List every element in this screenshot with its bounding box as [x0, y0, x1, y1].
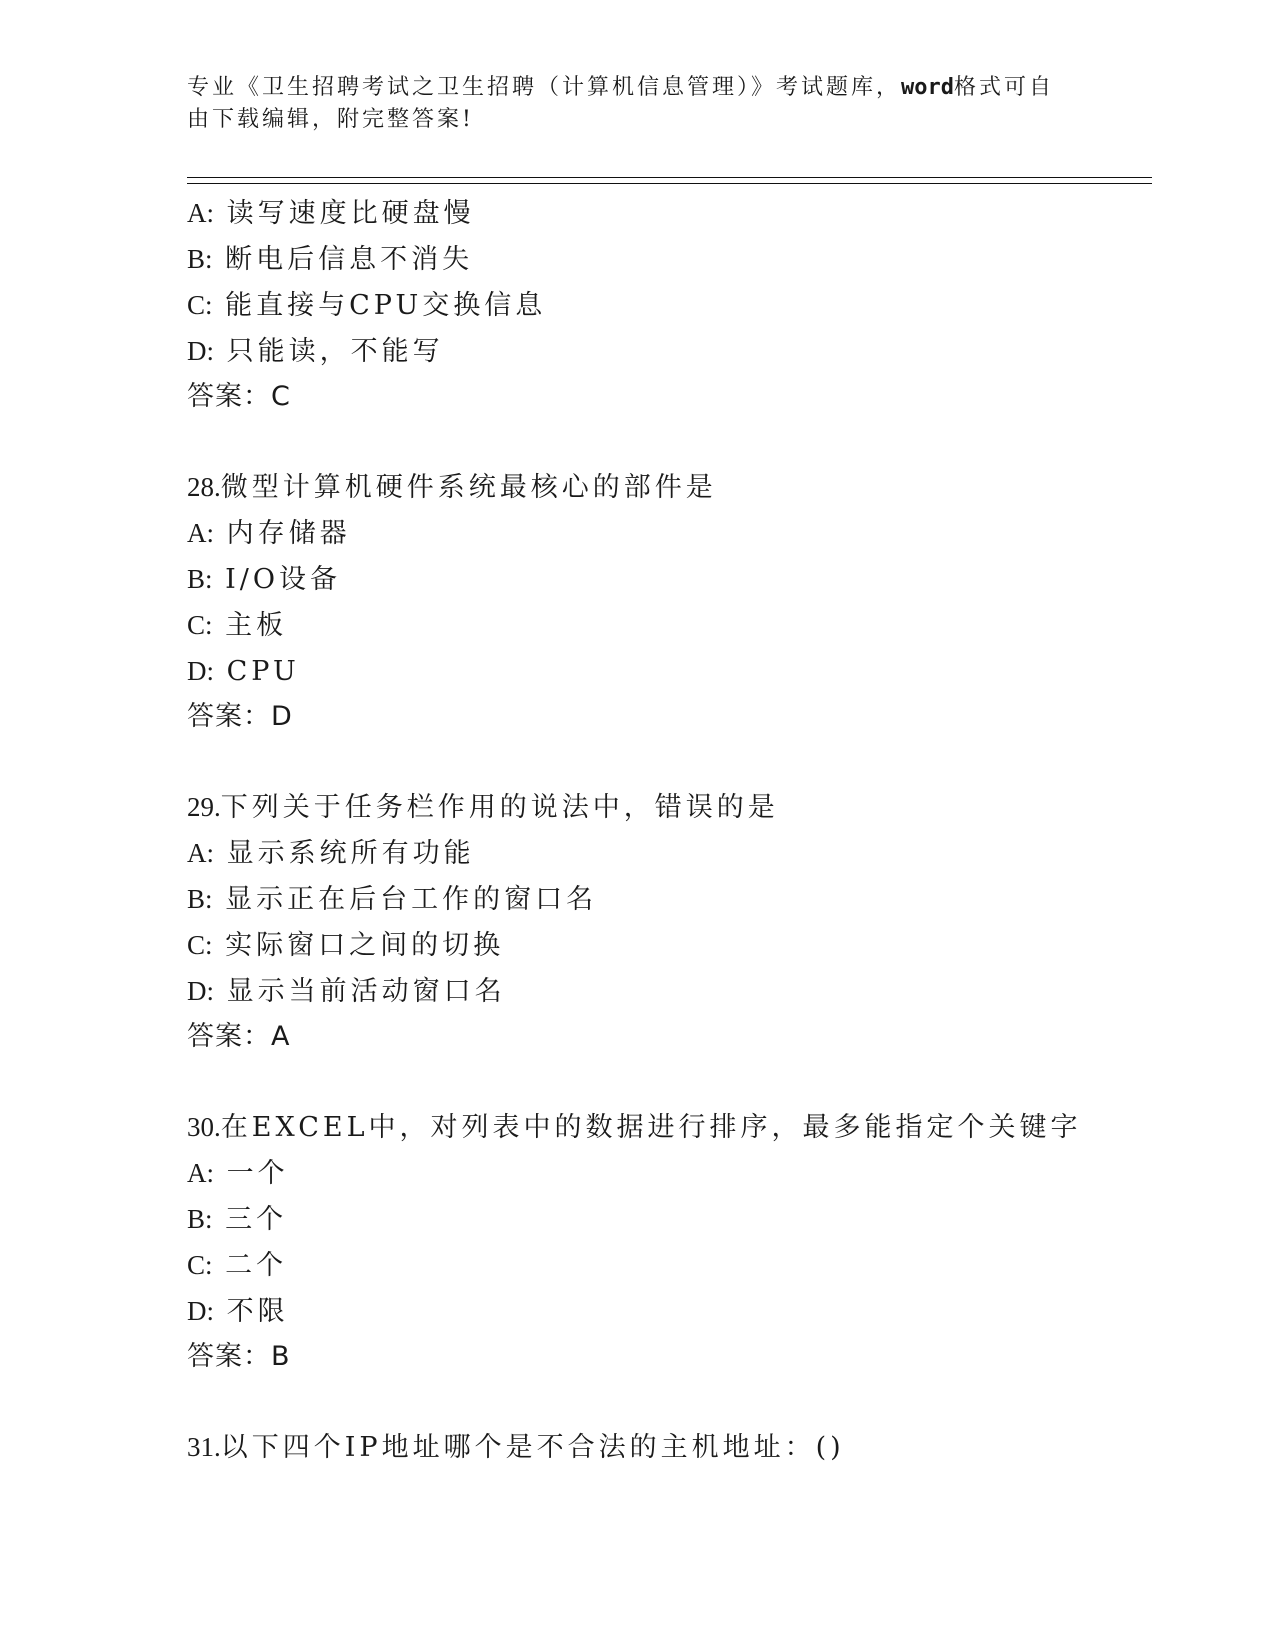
question-block-previous: [187, 190, 1147, 420]
document-header: [187, 72, 1087, 136]
header-divider-top: [187, 177, 1152, 178]
option-letter: A:: [187, 838, 214, 868]
option-a: [187, 830, 1147, 876]
option-letter: C:: [187, 610, 213, 640]
header-divider-bottom: [187, 183, 1152, 184]
option-text: I/O设备: [225, 564, 342, 595]
option-letter: C:: [187, 290, 213, 320]
answer-line: 答案：A: [187, 1021, 291, 1052]
header-title-tail: 格式可自: [954, 75, 1055, 100]
option-letter: D:: [187, 1296, 214, 1326]
question-stem: [187, 784, 1147, 830]
question-number: 31.: [187, 1432, 221, 1462]
header-word-text: word: [901, 75, 954, 100]
option-letter: B:: [187, 884, 213, 914]
option-text: 显示正在后台工作的窗口名: [225, 884, 598, 915]
question-number: 29.: [187, 792, 221, 822]
option-a: [187, 1150, 1147, 1196]
question-block-30: [187, 1104, 1147, 1380]
answer-line: 答案：B: [187, 1341, 291, 1372]
option-text: 实际窗口之间的切换: [225, 930, 505, 961]
question-block-29: [187, 784, 1147, 1060]
question-stem: [187, 464, 1147, 510]
option-letter: A:: [187, 1158, 214, 1188]
question-number: 28.: [187, 472, 221, 502]
option-c: [187, 602, 1147, 648]
option-text: 二个: [225, 1250, 288, 1281]
option-letter: B:: [187, 244, 213, 274]
option-d: [187, 1288, 1147, 1334]
option-letter: D:: [187, 656, 214, 686]
question-block-28: [187, 464, 1147, 740]
option-c: [187, 922, 1147, 968]
option-letter: D:: [187, 976, 214, 1006]
question-list: [187, 190, 1147, 1470]
question-block-31: [187, 1424, 1147, 1470]
spacer: [187, 420, 1147, 464]
spacer: [187, 740, 1147, 784]
spacer: [187, 1380, 1147, 1424]
option-text: 读写速度比硬盘慢: [226, 198, 475, 229]
option-text: 不限: [226, 1296, 289, 1327]
question-stem: [187, 1104, 1147, 1150]
option-text: 一个: [226, 1158, 289, 1189]
option-text: 能直接与CPU交换信息: [225, 290, 547, 321]
question-text: 微型计算机硬件系统最核心的部件是: [220, 472, 717, 503]
option-letter: B:: [187, 564, 213, 594]
option-text: 显示系统所有功能: [226, 838, 475, 869]
option-c: [187, 282, 1147, 328]
header-line-2: 由下载编辑，附完整答案!: [187, 107, 474, 132]
option-b: [187, 1196, 1147, 1242]
question-text: 在EXCEL中，对列表中的数据进行排序，最多能指定个关键字: [220, 1112, 1082, 1143]
option-text: 三个: [225, 1204, 288, 1235]
option-letter: B:: [187, 1204, 213, 1234]
option-text: 主板: [225, 610, 288, 641]
option-letter: A:: [187, 518, 214, 548]
option-text: 只能读，不能写: [226, 336, 444, 367]
option-letter: A:: [187, 198, 214, 228]
question-stem: [187, 1424, 1147, 1470]
option-a: [187, 190, 1147, 236]
header-title-text: 专业《卫生招聘考试之卫生招聘（计算机信息管理）》考试题库，: [187, 75, 902, 100]
option-d: [187, 328, 1147, 374]
answer-line: 答案：D: [187, 701, 293, 732]
option-text: 内存储器: [226, 518, 351, 549]
question-text: 下列关于任务栏作用的说法中，错误的是: [220, 792, 779, 823]
option-b: [187, 556, 1147, 602]
option-letter: C:: [187, 930, 213, 960]
option-a: [187, 510, 1147, 556]
option-text: 显示当前活动窗口名: [226, 976, 506, 1007]
option-b: [187, 876, 1147, 922]
option-b: [187, 236, 1147, 282]
question-text: 以下四个IP地址哪个是不合法的主机地址：(): [220, 1432, 845, 1463]
option-d: [187, 968, 1147, 1014]
option-letter: D:: [187, 336, 214, 366]
question-number: 30.: [187, 1112, 221, 1142]
option-text: 断电后信息不消失: [225, 244, 474, 275]
option-letter: C:: [187, 1250, 213, 1280]
option-c: [187, 1242, 1147, 1288]
answer-line: 答案：C: [187, 381, 291, 412]
option-d: [187, 648, 1147, 694]
option-text: CPU: [226, 656, 300, 687]
header-line-1: [187, 72, 1087, 104]
spacer: [187, 1060, 1147, 1104]
